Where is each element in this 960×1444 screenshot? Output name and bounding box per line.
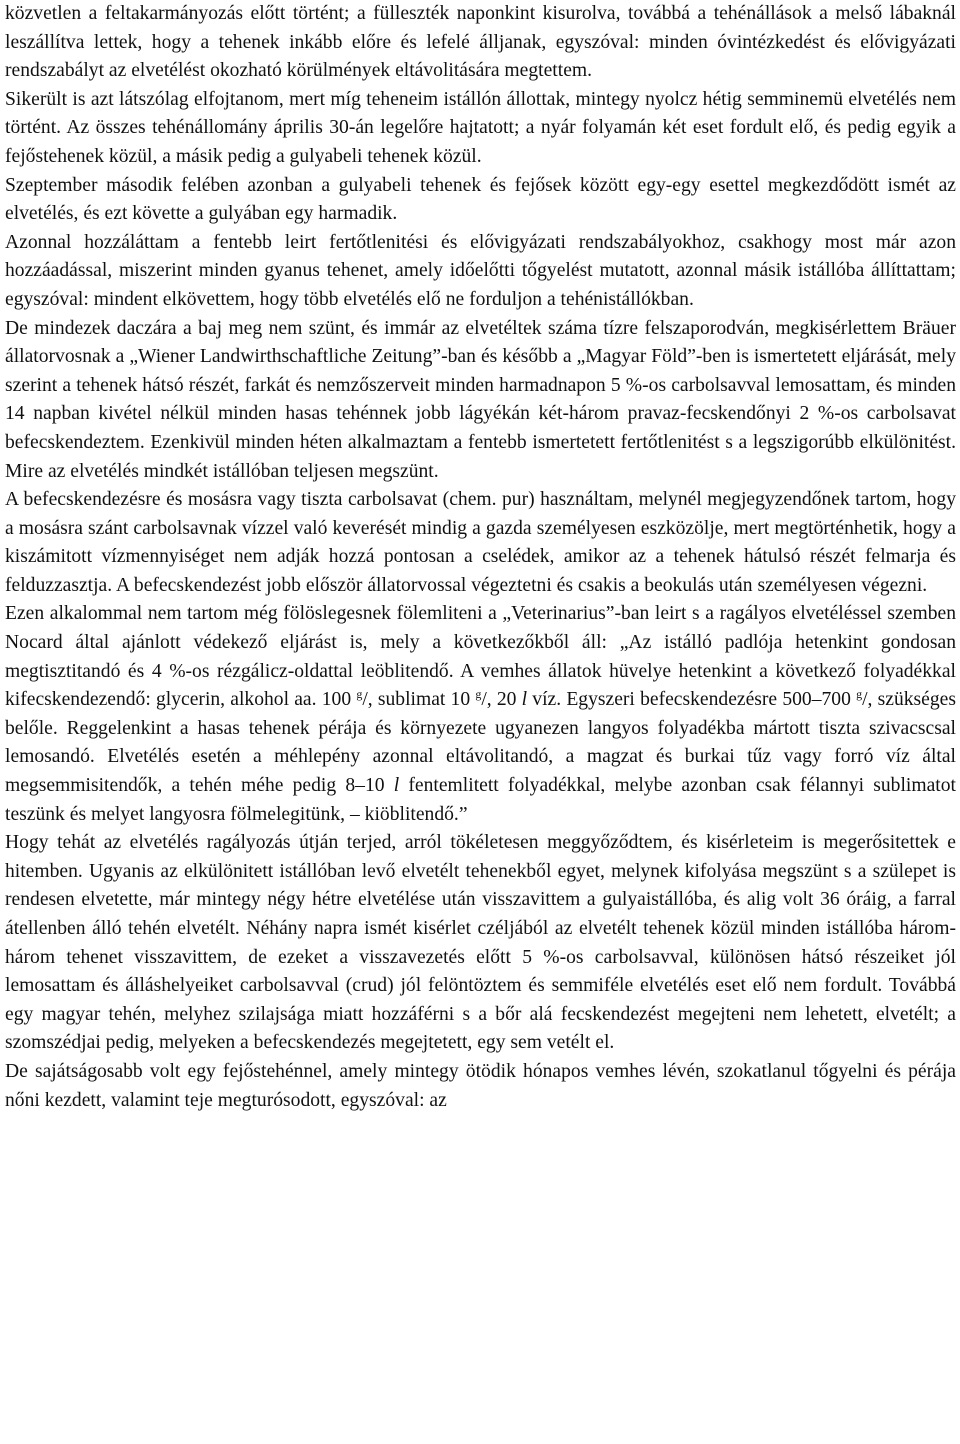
paragraph: [5, 829, 956, 1058]
text-segment: Ezen alkalommal nem tartom még fölöslegesnek fölemliteni a „Veterinarius”-ban leirt s a ragályos elvetéléssel szemben Nocard által ajánlott védekező eljárást is, mely a következőkből áll: „Az istálló padlója hetenkint gondosan megtisztitandó és 4 %-os rézgálicz-oldattal leöblitendő. A vemhes állatok hüvelye hetenkint a következő folyadékkal kifecskendezendő: glycerin, alkohol aa. 100: [5, 603, 956, 711]
paragraph: [5, 600, 956, 829]
paragraph: [5, 1058, 956, 1115]
text-segment: /, szükséges belőle. Reggelenkint a hasas tehenek pérája és környezete ugyanezen langyos folyadékba mártott tiszta szivacscsal lemosandó. Elvetélés esetén a méhlepény azonnal eltávolitandó, a magzat és burkai tűz vagy forró víz által megsemmisitendők, a tehén méhe pedig 8–10: [5, 689, 956, 797]
paragraph: [5, 229, 956, 315]
paragraph: [5, 486, 956, 600]
paragraph: [5, 315, 956, 487]
text-segment: A befecskendezésre és mosásra vagy tiszta carbolsavat (chem. pur) használtam, melynél megjegyzendőnek tartom, hogy a mosásra szánt carbolsavnak vízzel való keverését mindig a gazda személyesen eszközölje, mert megtörténhetik, hogy a kiszámitott vízmennyiséget nem adják hozzá pontosan a cselédek, amikor az a tehenek hátulsó részét felmarja és felduzzasztja. A befecskendezést jobb először állatorvossal végeztetni és csakis a beokulás után személyesen végezni.: [5, 489, 956, 596]
italic-unit: l: [521, 689, 528, 711]
paragraph: [5, 0, 956, 86]
text-segment: közvetlen a feltakarmányozás előtt történt; a fülleszték naponkint kisurolva, továbbá a tehénállások a melső lábaknál leszállítva lettek, hogy a tehenek inkább előre és lefelé álljanak, egyszóval: minden óvintézkedést és elővigyázati rendszabályt az elvetélést okozható körülmények eltávolitására megtettem.: [5, 3, 956, 82]
text-segment: Szeptember második felében azonban a gulyabeli tehenek és fejősek között egy-egy esettel megkezdődött ismét az elvetélés, és ezt követte a gulyában egy harmadik.: [5, 174, 956, 225]
paragraph: [5, 86, 956, 172]
text-segment: Azonnal hozzáláttam a fentebb leirt fertőtlenitési és elővigyázati rendszabályokhoz, csakhogy most már azon hozzáadással, miszerint minden gyanus tehenet, amely időelőtti tőgyelést mutatott, azonnal másik istállóba állíttattam; egyszóval: mindent elkövettem, hogy több elvetélés elő ne forduljon a tehénistállókban.: [5, 231, 956, 310]
document-body: [5, 0, 956, 1115]
paragraph: [5, 172, 956, 229]
text-segment: víz. Egyszeri befecskendezésre 500–700: [527, 689, 857, 711]
text-segment: Hogy tehát az elvetélés ragályozás útján terjed, arról tökéletesen meggyőződtem, és kisérleteim is megerősitettek e hitemben. Ugyanis az elkülönitett istállóban levő elvetélt tehenekből egyet, melynek kifolyása megszünt s a szülepet is rendesen elvetette, már mintegy négy hétre elvetélése után visszavittem a gulyaistállóba, és alig volt 36 óráig, a farral átellenben álló tehén elvetélt. Néhány napra ismét kisérlet czéljából az elvetélt tehenek közül minden istállóba három-három tehenet visszavittem, de ezeket a visszavezetés előtt 5 %-os carbolsavval, különösen hátsó részeiket jól lemosattam és álláshelyeiket carbolsavval (crud) jól felöntöztem és semmiféle elvetélés eset elő nem fordult. Továbbá egy magyar tehén, melyhez szilajsága miatt hozzáférni s a bőr alá fecskendezést megejteni nem lehetett, elvetélt; a szomszédjai pedig, melyeken a befecskendezés megejtetett, egy sem vetélt el.: [5, 832, 956, 1054]
text-segment: De mindezek daczára a baj meg nem szünt, és immár az elvetéltek száma tízre felszaporodván, megkisérlettem Bräuer állatorvosnak a „Wiener Landwirthschaftliche Zeitung”-ban és később a „Magyar Föld”-ben is ismertetett eljárását, mely szerint a tehenek hátsó részét, farkát és nemzőszerveit minden harmadnapon 5 %-os carbolsavval lemosattam, és minden 14 napban kivétel nélkül minden hasas tehénnek jobb lágyékán két-három pravaz-fecskendőnyi 2 %-os carbolsavat befecskendeztem. Ezenkivül minden héten alkalmaztam a fentebb ismertetett fertőtlenitést s a legszigorúbb elkülönitést. Mire az elvetélés mindkét istállóban teljesen megszünt.: [5, 317, 956, 482]
text-segment: /, sublimat 10: [362, 689, 476, 711]
superscript-unit: g: [475, 687, 482, 702]
superscript-unit: g: [356, 687, 363, 702]
text-segment: fentemlitett folyadékkal, melybe azonban csak félannyi sublimatot teszünk és melyet langyosra fölmelegitünk, – kiöblitendő.”: [5, 775, 956, 825]
text-segment: /, 20: [481, 689, 522, 711]
italic-unit: l: [393, 775, 400, 797]
text-segment: Sikerült is azt látszólag elfojtanom, mert míg teheneim istállón állottak, mintegy nyolcz hétig semminemü elvetélés nem történt. Az összes tehénállomány április 30-án legelőre hajtatott; a nyár folyamán két eset fordult elő, és pedig egyik a fejőstehenek közül, a másik pedig a gulyabeli tehenek közül.: [5, 88, 956, 167]
text-segment: De sajátságosabb volt egy fejőstehénnel, amely mintegy ötödik hónapos vemhes lévén, szokatlanul tőgyelni és pérája nőni kezdett, valamint teje megturósodott, egyszóval: az: [5, 1060, 956, 1111]
superscript-unit: g: [856, 687, 863, 702]
